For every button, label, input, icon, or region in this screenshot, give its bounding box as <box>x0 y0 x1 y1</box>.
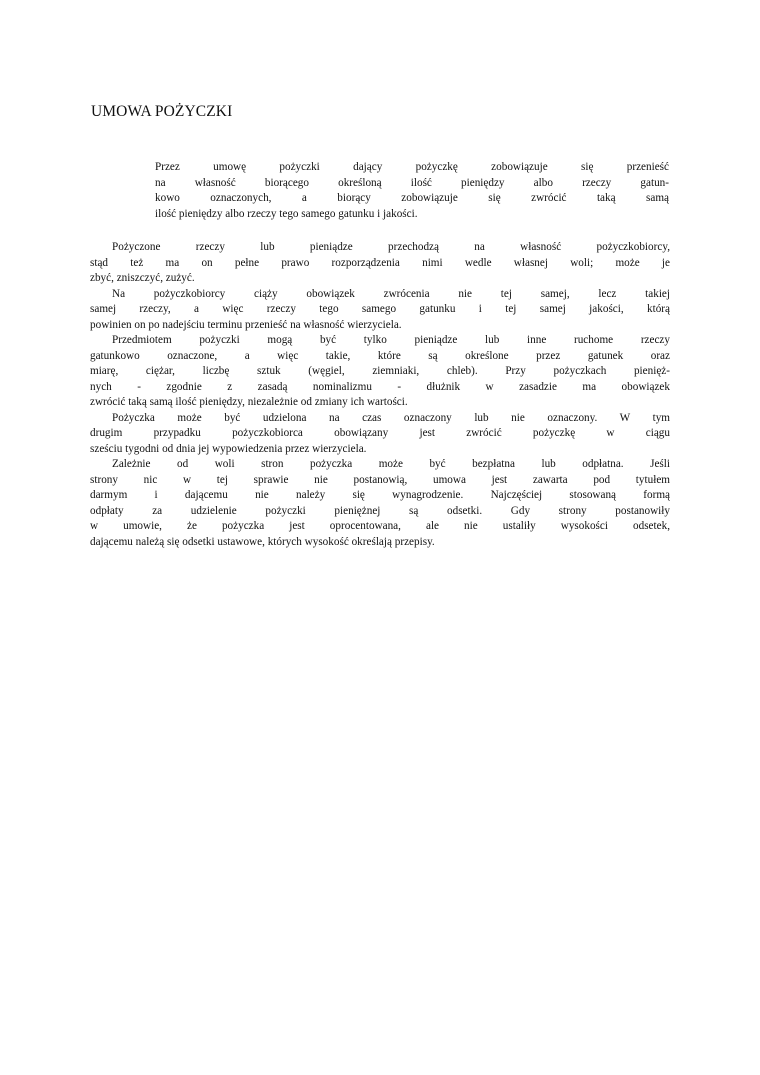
body-line: strony nic w tej sprawie nie postanowią, umowa jest zawarta pod tytułem <box>90 473 670 486</box>
body-line: drugim przypadku pożyczkobiorca obowiązany jest zwrócić pożyczkę w ciągu <box>90 427 670 439</box>
body-line: Pożyczone rzeczy lub pieniądze przechodzą na własność pożyczkobiorcy, <box>112 241 670 253</box>
document-title: UMOWA POŻYCZKI <box>91 103 233 120</box>
definition-line: Przez umowę pożyczki dający pożyczkę zobowiązuje się przenieść <box>155 161 669 173</box>
body-line: stąd też ma on pełne prawo rozporządzenia nimi wedle własnej woli; może je <box>90 256 670 269</box>
body-line: zwrócić taką samą ilość pieniędzy, niezależnie od zmiany ich wartości. <box>90 396 408 408</box>
body-line: sześciu tygodni od dnia jej wypowiedzenia przez wierzyciela. <box>90 442 367 455</box>
body-text <box>90 240 670 550</box>
definition-block <box>155 160 669 222</box>
body-line: Pożyczka może być udzielona na czas oznaczony lub nie oznaczony. W tym <box>112 411 670 424</box>
definition-line: ilość pieniędzy albo rzeczy tego samego gatunku i jakości. <box>155 207 418 220</box>
definition-line: kowo oznaczonych, a biorący zobowiązuje się zwrócić taką samą <box>155 192 669 204</box>
body-line: zbyć, zniszczyć, zużyć. <box>90 272 195 284</box>
body-line: w umowie, że pożyczka jest oprocentowana, ale nie ustaliły wysokości odsetek, <box>90 520 670 532</box>
body-line: nych - zgodnie z zasadą nominalizmu - dłużnik w zasadzie ma obowiązek <box>90 380 670 393</box>
body-line: Zależnie od woli stron pożyczka może być bezpłatna lub odpłatna. Jeśli <box>112 458 670 470</box>
body-line: Przedmiotem pożyczki mogą być tylko pieniądze lub inne ruchome rzeczy <box>112 334 670 346</box>
body-line: darmym i dającemu nie należy się wynagrodzenie. Najczęściej stosowaną formą <box>90 489 670 501</box>
body-line: miarę, ciężar, liczbę sztuk (węgiel, ziemniaki, chleb). Przy pożyczkach pienięż- <box>90 365 670 377</box>
body-line: Na pożyczkobiorcy ciąży obowiązek zwrócenia nie tej samej, lecz takiej <box>112 287 670 300</box>
body-line: odpłaty za udzielenie pożyczki pieniężnej są odsetki. Gdy strony postanowiły <box>90 504 670 517</box>
body-line: dającemu należą się odsetki ustawowe, których wysokość określają przepisy. <box>90 535 435 548</box>
body-line: samej rzeczy, a więc rzeczy tego samego gatunku i tej samej jakości, którą <box>90 303 670 315</box>
definition-line: na własność biorącego określoną ilość pieniędzy albo rzeczy gatun- <box>155 176 669 189</box>
body-line: gatunkowo oznaczone, a więc takie, które są określone przez gatunek oraz <box>90 349 670 362</box>
body-line: powinien on po nadejściu terminu przenieść na własność wierzyciela. <box>90 318 402 331</box>
